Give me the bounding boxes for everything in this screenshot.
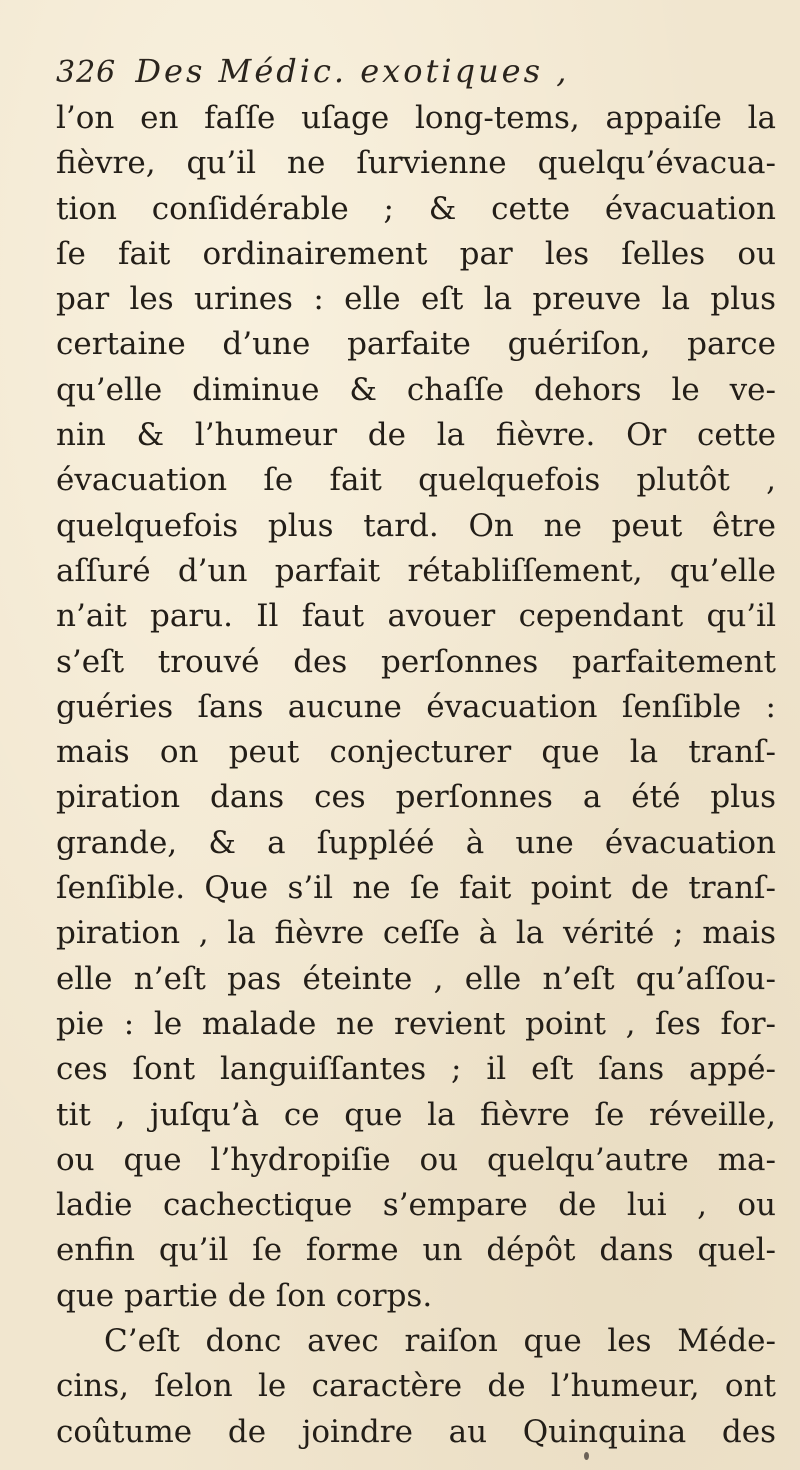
text-line: quelquefois plus tard. On ne peut être (56, 507, 776, 544)
text-line: ſenſible. Que s’il ne ſe fait point de tranſ- (56, 870, 776, 907)
page-number: 326 (56, 55, 117, 90)
text-line: l’on en faſſe uſage long-tems, appaiſe la (56, 100, 776, 136)
text-line: pie : le malade ne revient point , ſes for- (56, 1005, 776, 1042)
text-line: nin & l’humeur de la fièvre. Or cette (56, 417, 776, 454)
text-line: grande, & a ſuppléé à une évacuation (56, 824, 776, 861)
text-line: fièvre, qu’il ne ſurvienne quelqu’évacua- (56, 145, 776, 182)
text-line: qu’elle diminue & chaſſe dehors le ve- (56, 371, 776, 408)
text-line: que partie de ſon corps. (56, 1277, 433, 1314)
text-line: ces ſont languiſſantes ; il eſt ſans appé- (56, 1051, 776, 1088)
text-line: par les urines : elle eſt la preuve la plus (56, 281, 776, 318)
ink-spot (584, 1452, 589, 1460)
text-line: évacuation ſe fait quelquefois plutôt , (56, 462, 776, 499)
body-text (56, 96, 776, 1455)
text-line: n’ait paru. Il faut avouer cependant qu’il (56, 598, 776, 635)
text-line: certaine d’une parfaite guériſon, parce (56, 326, 776, 363)
text-line: coûtume de joindre au Quinquina des (56, 1413, 776, 1450)
text-line: elle n’eſt pas éteinte , elle n’eſt qu’aſſou- (56, 960, 776, 997)
text-line: enfin qu’il ſe forme un dépôt dans quel- (56, 1232, 776, 1269)
text-line: piration , la fièvre ceſſe à la vérité ; mais (56, 915, 776, 952)
text-line: ladie cachectique s’empare de lui , ou (56, 1187, 776, 1224)
text-line: aſſuré d’un parfait rétabliſſement, qu’elle (56, 552, 776, 589)
text-line: s’eſt trouvé des perſonnes parfaitement (56, 643, 776, 680)
text-line: ou que l’hydropiſie ou quelqu’autre ma- (56, 1141, 776, 1178)
text-line: guéries ſans aucune évacuation ſenſible : (56, 688, 776, 725)
text-line: mais on peut conjecturer que la tranſ- (56, 734, 776, 771)
text-line: piration dans ces perſonnes a été plus (56, 779, 776, 816)
text-line: ſe fait ordinairement par les ſelles ou (56, 235, 776, 272)
text-line: tit , juſqu’à ce que la fièvre ſe réveille, (56, 1096, 776, 1133)
text-line: tion conſidérable ; & cette évacuation (56, 190, 776, 227)
running-title: Des Médic. exotiques , (135, 52, 570, 90)
text-line: cins, ſelon le caractère de l’humeur, ont (56, 1368, 776, 1405)
text-line: C’eſt donc avec raiſon que les Méde- (104, 1323, 776, 1360)
